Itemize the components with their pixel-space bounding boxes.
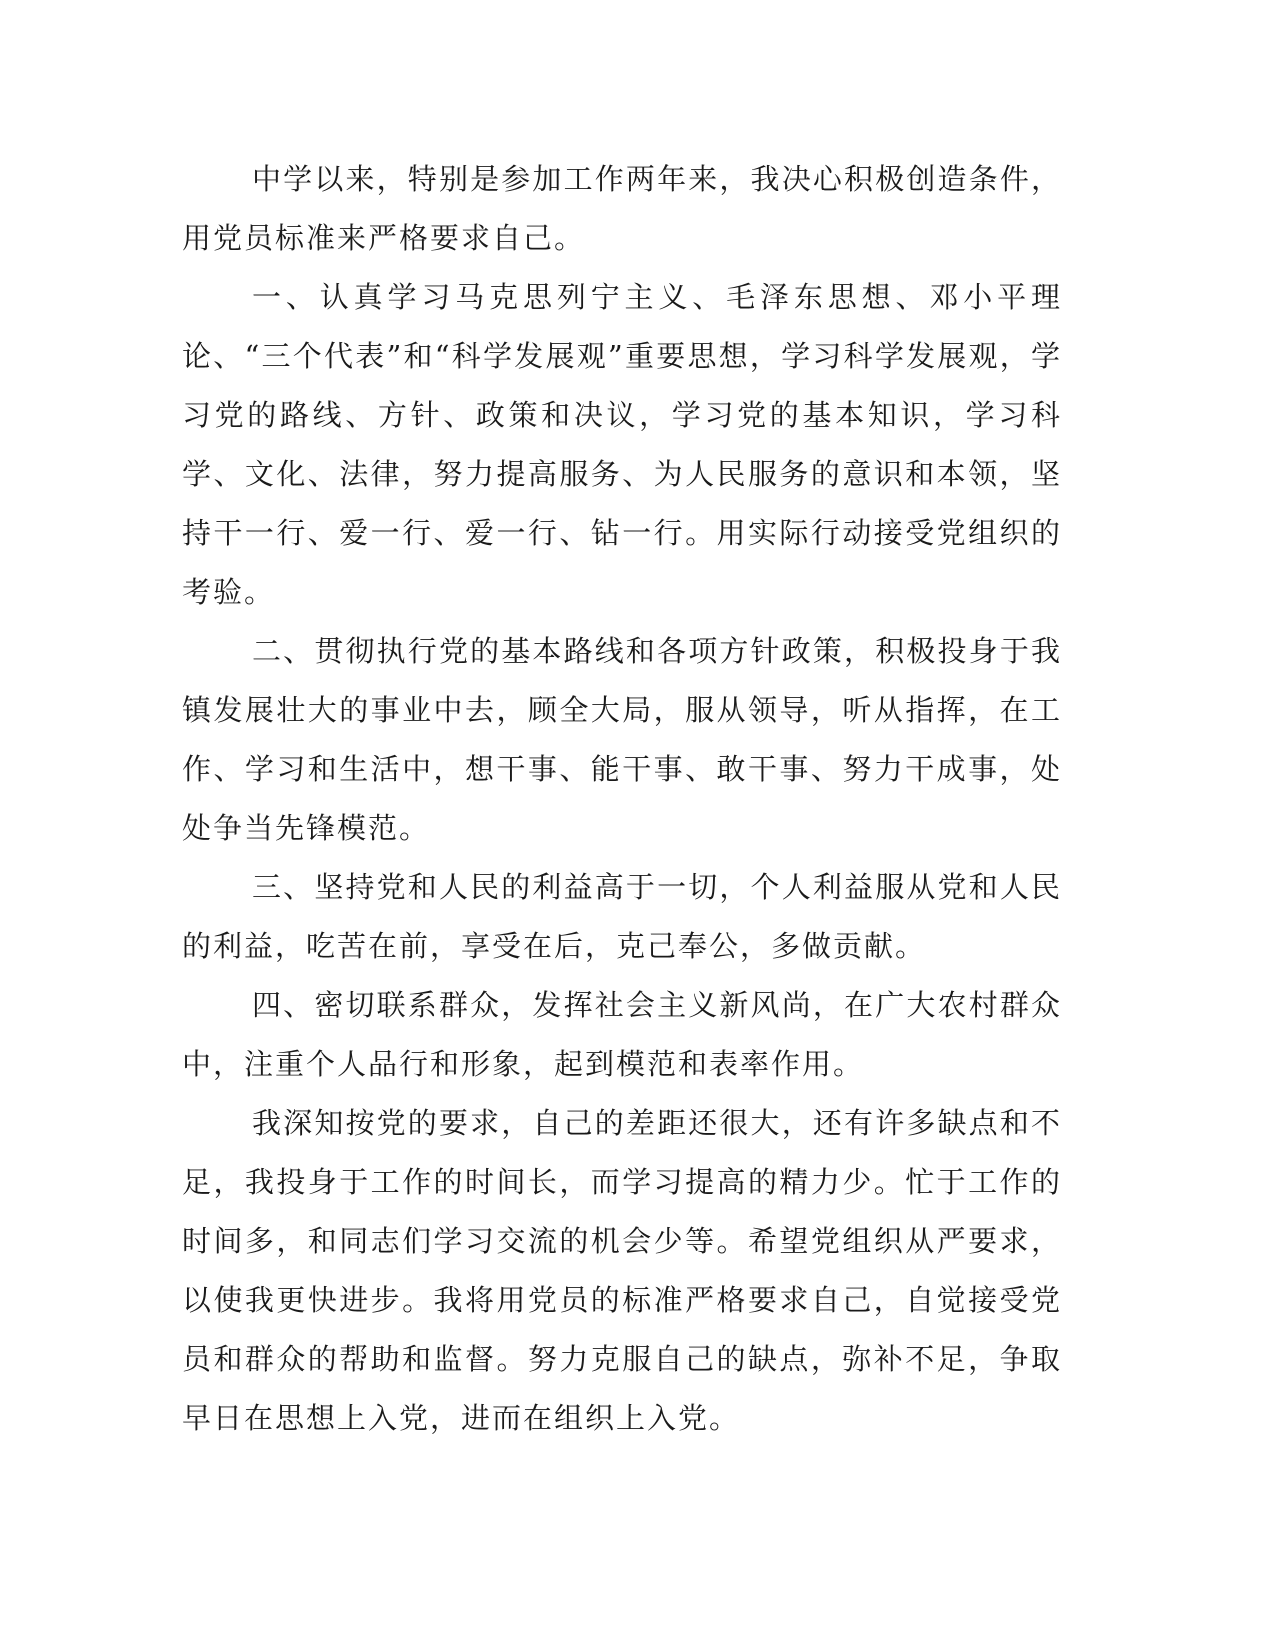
paragraph-point-four: 四、密切联系群众，发挥社会主义新风尚，在广大农村群众中，注重个人品行和形象，起到模范和表率作用。 — [182, 988, 1062, 1081]
paragraph-point-three: 三、坚持党和人民的利益高于一切，个人利益服从党和人民的利益，吃苦在前，享受在后，克己奉公，多做贡献。 — [182, 870, 1062, 963]
paragraph-conclusion: 我深知按党的要求，自己的差距还很大，还有许多缺点和不足，我投身于工作的时间长，而学习提高的精力少。忙于工作的时间多，和同志们学习交流的机会少等。希望党组织从严要求，以使我更快进步。我将用党员的标准严格要求自己，自觉接受党员和群众的帮助和监督。努力克服自己的缺点，弥补不足，争取早日在思想上入党，进而在组织上入党。 — [182, 1106, 1062, 1435]
paragraph-point-two: 二、贯彻执行党的基本路线和各项方针政策，积极投身于我镇发展壮大的事业中去，顾全大局，服从领导，听从指挥，在工作、学习和生活中，想干事、能干事、敢干事、努力干成事，处处争当先锋模范。 — [182, 634, 1062, 845]
document-body — [182, 150, 1062, 1448]
paragraph-intro: 中学以来，特别是参加工作两年来，我决心积极创造条件，用党员标准来严格要求自己。 — [182, 162, 1062, 255]
paragraph-point-one: 一、认真学习马克思列宁主义、毛泽东思想、邓小平理论、“三个代表”和“科学发展观”重要思想，学习科学发展观，学习党的路线、方针、政策和决议，学习党的基本知识，学习科学、文化、法律，努力提高服务、为人民服务的意识和本领，坚持干一行、爱一行、爱一行、钻一行。用实际行动接受党组织的考验。 — [182, 280, 1062, 609]
